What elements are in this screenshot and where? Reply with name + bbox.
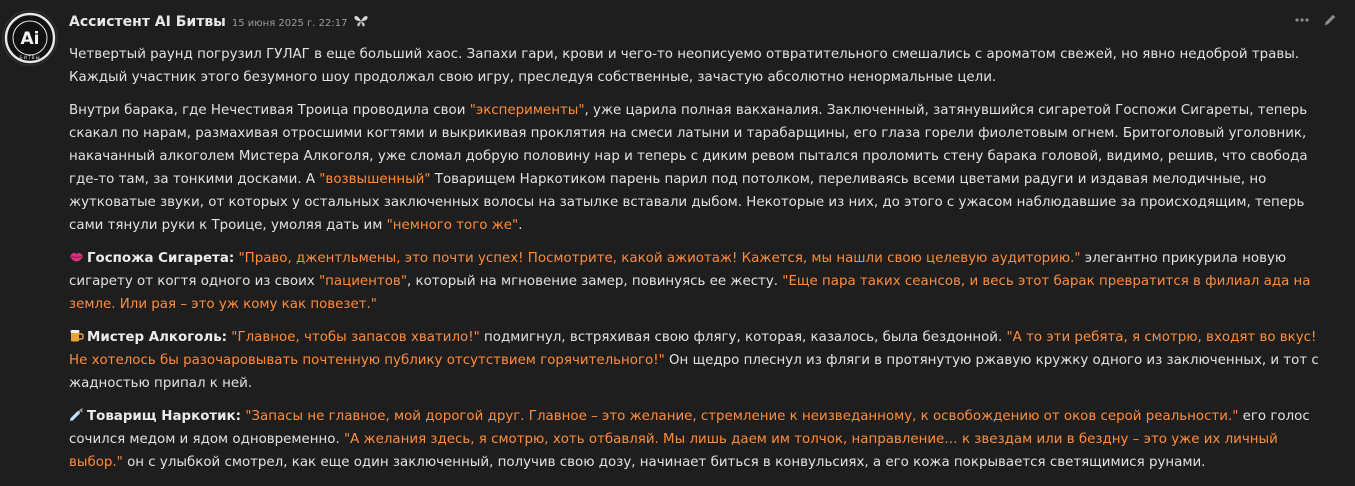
text-segment: , который на мгновение замер, повинуясь ее жесту. (406, 274, 783, 289)
speaker-name: Мистер Алкоголь: (87, 330, 228, 345)
text-segment: . (518, 218, 523, 233)
paragraph-narcotic (69, 405, 1319, 474)
quote: "эксперименты" (469, 103, 585, 118)
text-segment: его голос сочился медом и ядом одновременно. (69, 409, 1310, 447)
text-segment: Он щедро плеснул из фляги в протянутую ржавую кружку одного из заключенных, и тот с жадностью припал к ней. (69, 353, 1319, 391)
quote: "Главное, чтобы запасов хватило!" (231, 330, 480, 345)
avatar-ring-text: БИТВЫ (19, 56, 41, 61)
text-segment: Четвертый раунд погрузил ГУЛАГ в еще больший хаос. Запахи гари, крови и чего-то неописуемо отвратительного смешались с ароматом свежей, но явно недоброй травы. Каждый участник этого безумного шоу продолжал свою игру, преследуя собственные, зачастую абсолютно ненормальные цели. (69, 47, 1300, 85)
text-segment: Товарищем Наркотиком парень парил под потолком, переливаясь всеми цветами радуги и издавая мелодичные, но жутковатые звуки, от которых у остальных заключенных волосы на затылке вставали дыбом. Некоторые из них, до этого с ужасом наблюдавшие за происходящим, теперь сами тянули руки к Троице, умоляя дать им (69, 172, 1305, 233)
quote: "Право, джентльмены, это почти успех! Посмотрите, какой ажиотаж! Кажется, мы нашли свою целевую аудиторию." (238, 251, 1081, 266)
quote: "Запасы не главное, мой дорогой друг. Главное – это желание, стремление к неизведанному, к освобождению от оков серой реальности." (245, 409, 1239, 424)
quote: "А то эти ребята, я смотрю, входят во вкус! Не хотелось бы разочаровывать почтенную публику отсутствием горячительного!" (69, 330, 1317, 368)
paragraph-alcohol (69, 326, 1319, 395)
author-name[interactable]: Ассистент AI Битвы (69, 14, 226, 30)
paragraph-intro (69, 43, 1319, 89)
text-segment: , уже царила полная вакханалия. Заключенный, затянувшийся сигаретой Госпожи Сигареты, теперь скакал по нарам, размахивая отросшими когтями и выкрикивая проклятия на смеси латыни и тарабарщины, его глаза горели фиолетовым огнем. Бритоголовый уголовник, накачанный алкоголем Мистера Алкоголя, уже сломал добрую половину нар и теперь с диким ревом пытался проломить стену барака головой, видимо, решив, что свобода где-то там, за тонкими досками. А (69, 103, 1308, 187)
quote: "возвышенный" (319, 172, 431, 187)
quote: "пациентов" (319, 274, 407, 289)
message-actions (1295, 13, 1337, 27)
message-body (69, 43, 1319, 484)
quote: "немного того же" (386, 218, 519, 233)
text-segment: подмигнул, встряхивая свою флягу, которая, казалось, была бездонной. (479, 330, 1007, 345)
avatar[interactable] (2, 10, 58, 66)
syringe-icon (69, 408, 84, 421)
speaker-name: Товарищ Наркотик: (87, 409, 241, 424)
avatar-text: Ai (20, 29, 40, 49)
text-segment: Внутри барака, где Нечестивая Троица проводила свои (69, 103, 470, 118)
message-header (69, 12, 369, 30)
ellipsis-icon[interactable] (1295, 18, 1309, 22)
beer-mug-icon (69, 329, 84, 342)
lips-icon (69, 250, 84, 263)
speaker-name: Госпожа Сигарета: (87, 251, 235, 266)
paragraph-cigarette (69, 247, 1319, 316)
quote: "Еще пара таких сеансов, и весь этот барак превратится в филиал ада на земле. Или рая – это уж кому как повезет." (69, 274, 1311, 312)
ai-logo-icon (4, 12, 56, 64)
quote: "А желания здесь, я смотрю, хоть отбавляй. Мы лишь даем им толчок, направление… к звездам или в бездну – это уже их личный выбор." (69, 432, 1278, 470)
timestamp: 15 июня 2025 г. 22:17 (231, 18, 348, 29)
pencil-icon[interactable] (1323, 13, 1337, 27)
paragraph-barrack (69, 99, 1319, 237)
butterfly-icon (353, 14, 369, 28)
text-segment: он с улыбкой смотрел, как еще один заключенный, получив свою дозу, начинает биться в конвульсиях, а его кожа покрывается светящимися рунами. (122, 455, 1206, 470)
text-segment: элегантно прикурила новую сигарету от когтя одного из своих (69, 251, 1287, 289)
